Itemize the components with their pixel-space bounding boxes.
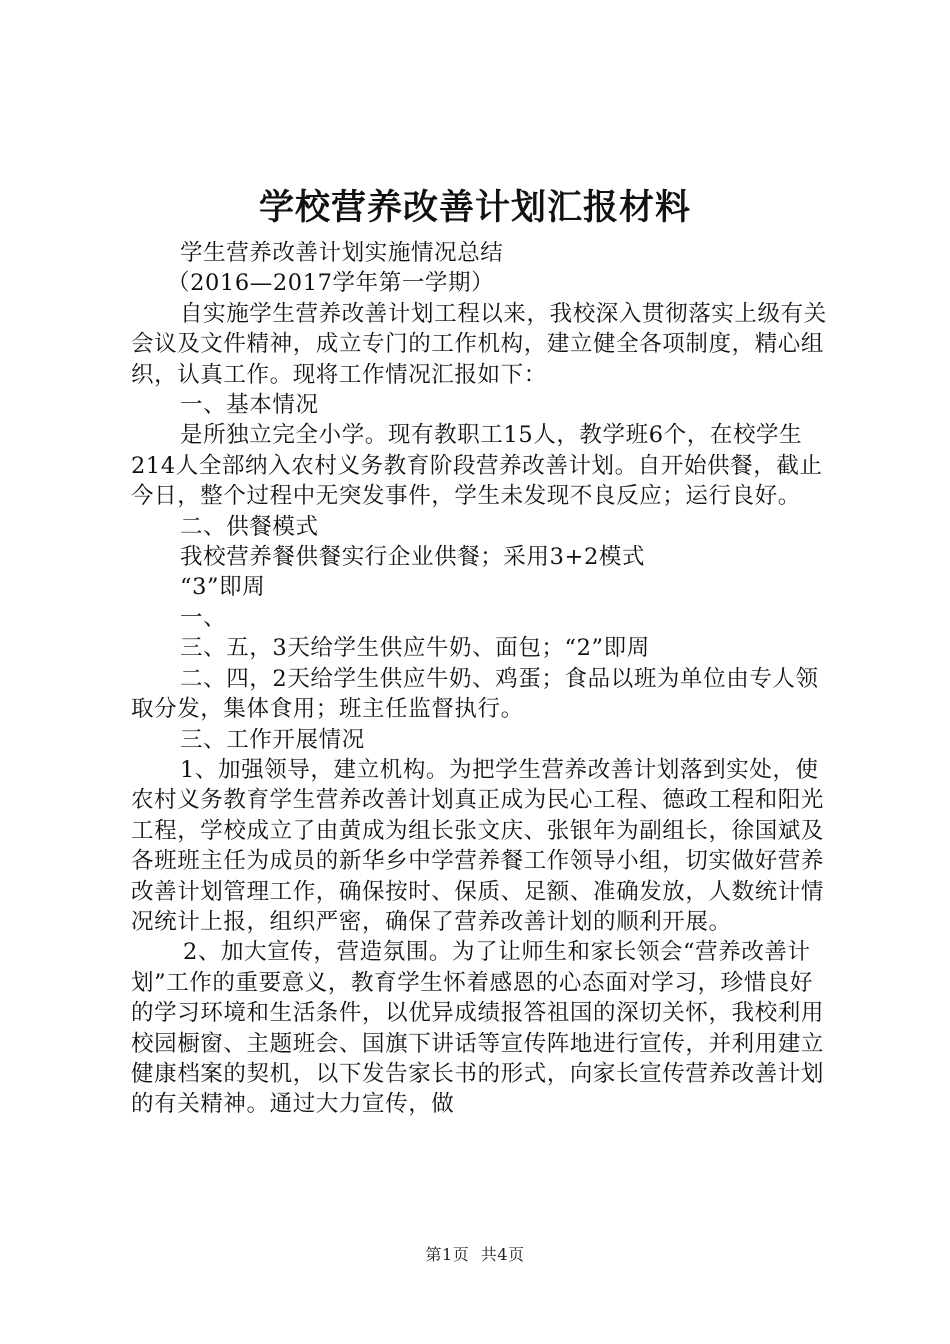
paragraph: 是所独立完全小学。现有教职工15人，教学班6个，在校学生214人全部纳入农村义务教育阶段营养改善计划。自开始供餐，截止今日，整个过程中无突发事件，学生未发现不良反应；运行良好。 xyxy=(131,422,823,510)
paragraph: 三、五，3天给学生供应牛奶、面包；“2”即周 xyxy=(180,635,650,662)
page-footer xyxy=(0,1244,950,1266)
paragraph: “3”即周 xyxy=(180,574,266,601)
paragraph: 学生营养改善计划实施情况总结 xyxy=(180,240,504,266)
paragraph: 自实施学生营养改善计划工程以来，我校深入贯彻落实上级有关会议及文件精神，成立专门的工作机构，建立健全各项制度，精心组织，认真工作。现将工作情况汇报如下： xyxy=(131,300,827,388)
section-heading: 二、供餐模式 xyxy=(180,513,319,540)
paragraph: （2016—2017学年第一学期） xyxy=(167,270,495,297)
page-number: 第1页 xyxy=(425,1245,470,1264)
document-title: 学校营养改善计划汇报材料 xyxy=(258,187,691,228)
paragraph: 二、四，2天给学生供应牛奶、鸡蛋；食品以班为单位由专人领取分发，集体食用；班主任监督执行。 xyxy=(131,665,819,723)
section-heading: 一、基本情况 xyxy=(180,392,319,419)
paragraph: 我校营养餐供餐实行企业供餐；采用3+2模式 xyxy=(180,544,646,571)
paragraph: 一、 xyxy=(180,604,227,631)
paragraph: 1、加强领导，建立机构。为把学生营养改善计划落到实处，使农村义务教育学生营养改善计划真正成为民心工程、德政工程和阳光工程，学校成立了由黄成为组长张文庆、张银年为副组长，徐国斌及各班班主任为成员的新华乡中学营养餐工作领导小组，切实做好营养改善计划管理工作，确保按时、保质、足额、准确发放，人数统计情况统计上报，组织严密，确保了营养改善计划的顺利开展。 xyxy=(131,756,825,935)
document-body xyxy=(131,238,831,1120)
section-heading: 三、工作开展情况 xyxy=(180,726,365,753)
paragraph: 2、加大宣传，营造氛围。为了让师生和家长领会“营养改善计划”工作的重要意义，教育学生怀着感恩的心态面对学习，珍惜良好的学习环境和生活条件，以优异成绩报答祖国的深切关怀，我校利用校园橱窗、主题班会、国旗下讲话等宣传阵地进行宣传，并利用建立健康档案的契机，以下发告家长书的形式，向家长宣传营养改善计划的有关精神。通过大力宣传，做 xyxy=(131,939,825,1118)
page-total: 共4页 xyxy=(480,1245,525,1264)
